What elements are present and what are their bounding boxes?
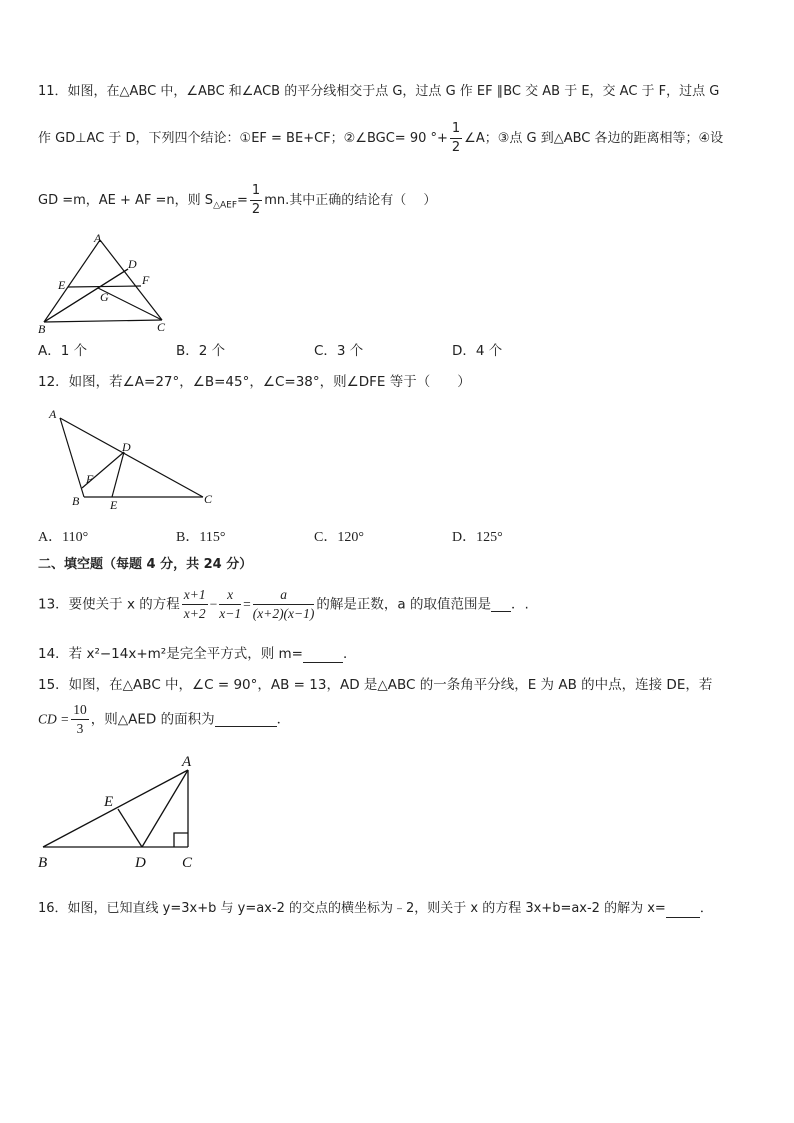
q11-label-f: F xyxy=(142,273,150,287)
q16-line xyxy=(38,900,713,918)
section-title: 二、填空题（每题 4 分，共 24 分） xyxy=(38,557,253,572)
q13-fraction-3 xyxy=(253,586,315,623)
q12-label-e: E xyxy=(110,498,118,512)
q12-label-c: C xyxy=(204,492,213,506)
q11-line3-end: mn.其中正确的结论有（ ） xyxy=(264,193,437,208)
q13-fraction-2-num: x xyxy=(219,586,241,605)
q15-label-c: C xyxy=(182,855,193,871)
q12-label-a: A xyxy=(49,407,57,421)
q14-end: ． xyxy=(342,646,357,662)
q11-equals: = xyxy=(237,193,248,208)
q11-half-fraction xyxy=(450,120,462,157)
q15-cd-label: CD = xyxy=(38,711,70,727)
q12-option-d: D．125° xyxy=(452,530,503,545)
q13-fraction-2-den: x−1 xyxy=(219,606,242,621)
q11-triangle-figure xyxy=(36,232,176,336)
q11-label-e: E xyxy=(58,278,66,292)
q16-end: ． xyxy=(699,901,713,916)
q12-option-b: B．115° xyxy=(176,530,226,545)
q11-line3 xyxy=(38,182,436,219)
q12-option-c: C．120° xyxy=(314,530,364,545)
q16-answer-blank[interactable] xyxy=(666,903,700,918)
q11-option-a: A．1 个 xyxy=(38,343,88,359)
q14-answer-blank[interactable] xyxy=(303,648,343,663)
q11-area-fraction xyxy=(250,182,262,219)
q13-fraction-3-den: (x+2)(x−1) xyxy=(252,606,315,621)
q12-label-f: F xyxy=(86,472,94,486)
q11-line1: 11．如图，在△ABC 中，∠ABC 和∠ACB 的平分线相交于点 G，过点 G 作 EF ∥BC 交 AB 于 E，交 AC 于 F，过点 G xyxy=(38,84,720,99)
q11-option-d: D．4 个 xyxy=(452,343,503,359)
q11-label-c: C xyxy=(157,320,166,334)
q15-triangle-figure xyxy=(34,752,204,876)
q13-answer-blank[interactable] xyxy=(491,597,511,612)
q14-line xyxy=(38,645,356,663)
q11-option-b: B．2 个 xyxy=(176,343,226,359)
q11-option-c: C．3 个 xyxy=(314,343,364,359)
q12-label-d: D xyxy=(122,440,131,454)
q13-fraction-1-num: x+1 xyxy=(182,586,208,605)
q16-text: 16．如图，已知直线 y=3x+b 与 y=ax-2 的交点的横坐标为﹣2，则关于 x 的方程 3x+b=ax-2 的解为 x= xyxy=(38,901,666,916)
q15-line2 xyxy=(38,701,290,738)
q14-prefix: 14．若 x²−14x+m²是完全平方式，则 m= xyxy=(38,646,303,662)
q11-line2-end: ∠A；③点 G 到△ABC 各边的距离相等；④设 xyxy=(464,131,724,146)
q11-line2 xyxy=(38,120,723,157)
q11-half-den: 2 xyxy=(451,140,461,155)
q13-line xyxy=(38,586,529,623)
q13-fraction-1 xyxy=(182,586,208,623)
q13-fraction-2 xyxy=(219,586,241,623)
q15-label-a: A xyxy=(182,754,192,770)
q15-cd-fraction xyxy=(71,701,89,738)
q11-area-num: 1 xyxy=(250,182,262,201)
q15-label-d: D xyxy=(135,855,146,871)
q11-label-b: B xyxy=(38,322,46,336)
q11-area-subscript: △AEF xyxy=(213,200,238,211)
q13-fraction-3-num: a xyxy=(253,586,315,605)
q11-line2-start: 作 GD⊥AC 于 D，下列四个结论：①EF = BE+CF；②∠BGC= 90 °+ xyxy=(38,131,448,146)
q15-line1: 15．如图，在△ABC 中，∠C = 90°，AB = 13，AD 是△ABC 的一条角平分线，E 为 AB 的中点，连接 DE，若 xyxy=(38,677,713,693)
q11-area-den: 2 xyxy=(251,202,261,217)
q12-triangle-figure xyxy=(46,406,226,514)
q11-label-g: G xyxy=(100,290,109,304)
q13-suffix: 的解是正数，a 的取值范围是 xyxy=(316,596,491,613)
q11-label-d: D xyxy=(128,257,137,271)
q15-answer-blank[interactable] xyxy=(215,712,277,727)
q13-end: ．. xyxy=(510,596,529,613)
q15-cd-den: 3 xyxy=(76,721,84,736)
q15-line2-text: ，则△AED 的面积为 xyxy=(90,711,215,728)
q15-label-b: B xyxy=(38,855,48,871)
q15-end: ． xyxy=(276,711,291,728)
q13-fraction-1-den: x+2 xyxy=(183,606,206,621)
q15-label-e: E xyxy=(104,794,114,810)
q12-text: 12．如图，若∠A=27°，∠B=45°，∠C=38°，则∠DFE 等于（ ） xyxy=(38,374,471,390)
q11-half-num: 1 xyxy=(450,120,462,139)
q15-cd-num: 10 xyxy=(71,701,89,720)
q12-label-b: B xyxy=(72,494,80,508)
q11-line3-start: GD =m，AE + AF =n，则 S xyxy=(38,193,214,208)
q12-option-a: A．110° xyxy=(38,530,89,545)
q11-label-a: A xyxy=(94,232,102,245)
q13-prefix: 13．要使关于 x 的方程 xyxy=(38,596,180,613)
q13-minus: − xyxy=(209,596,218,612)
q13-equals: = xyxy=(243,596,251,612)
